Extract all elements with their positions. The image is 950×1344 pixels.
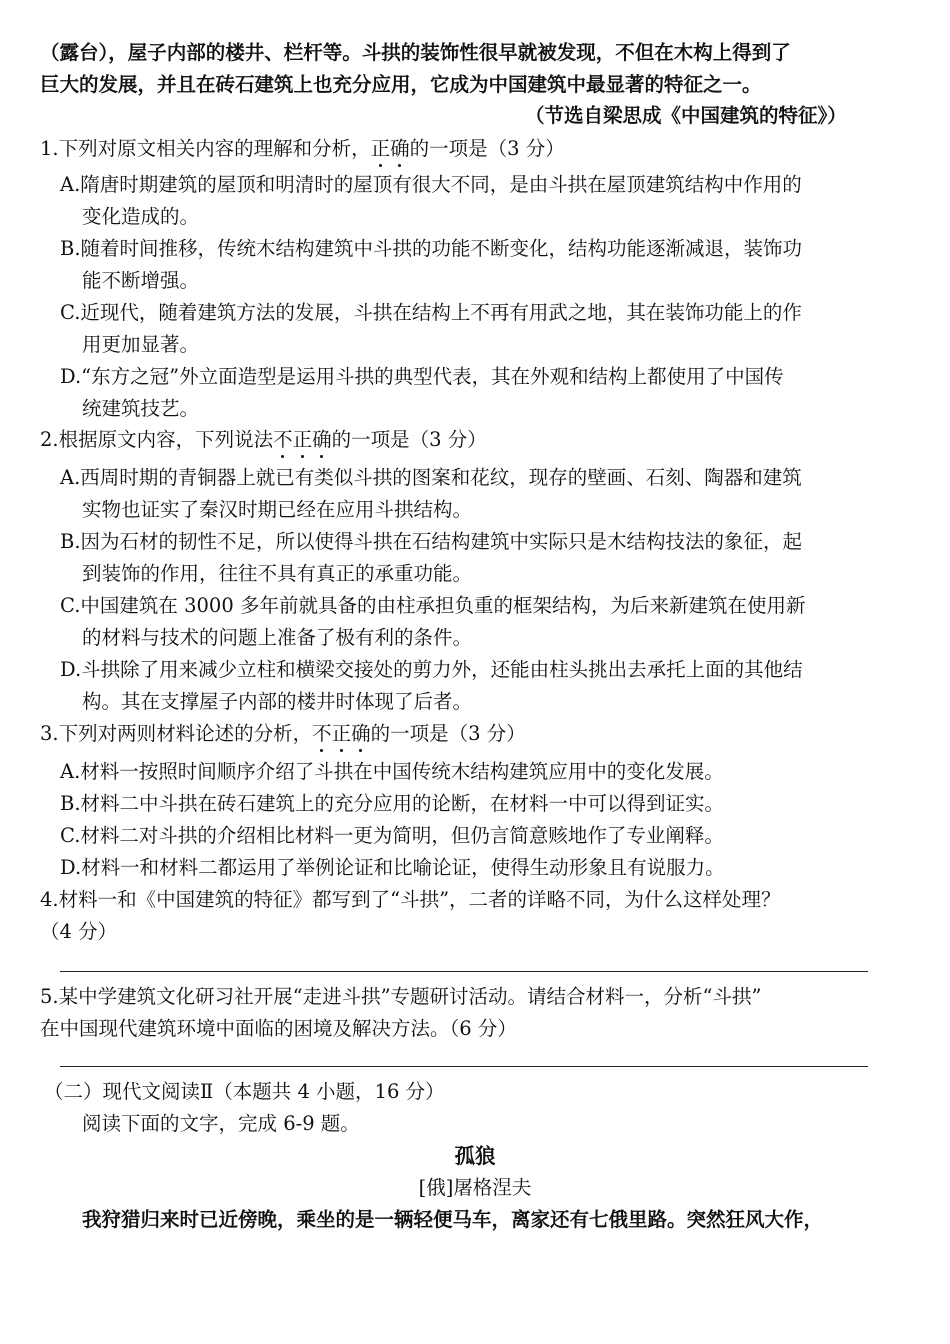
q4-line-2: （4 分） xyxy=(40,920,118,943)
q2-option-b-line1: B.因为石材的韧性不足，所以使得斗拱在石结构建筑中实际只是木结构技法的象征，起 xyxy=(60,530,803,553)
emphasis-char: 确 xyxy=(312,426,332,454)
emphasis-char: 正 xyxy=(332,720,352,748)
emphasis-char: 确 xyxy=(390,135,410,163)
q2-option-a-line2: 实物也证实了秦汉时期已经在应用斗拱结构。 xyxy=(82,498,473,521)
q3-stem-after: 的一项是（3 分） xyxy=(370,722,526,745)
q1-option-b-line1: B.随着时间推移，传统木结构建筑中斗拱的功能不断变化，结构功能逐渐减退，装饰功 xyxy=(60,237,803,260)
intro-source: （节选自梁思成《中国建筑的特征》） xyxy=(525,104,847,127)
q4-line-1: 4.材料一和《中国建筑的特征》都写到了“斗拱”，二者的详略不同，为什么这样处理？ xyxy=(40,888,781,911)
q1-option-a-line1: A.隋唐时期建筑的屋顶和明清时的屋顶有很大不同，是由斗拱在屋顶建筑结构中作用的 xyxy=(60,173,802,196)
q3-option-c: C.材料二对斗拱的介绍相比材料一更为简明，但仍言简意赅地作了专业阐释。 xyxy=(60,824,724,847)
q3-option-a: A.材料一按照时间顺序介绍了斗拱在中国传统木结构建筑应用中的变化发展。 xyxy=(60,760,724,783)
q1-stem-before: 1.下列对原文相关内容的理解和分析， xyxy=(40,137,371,160)
emphasis-char: 不 xyxy=(273,426,293,454)
q3-stem-before: 3.下列对两则材料论述的分析， xyxy=(40,722,313,745)
story-first-line: 我狩猎归来时已近傍晚，乘坐的是一辆轻便马车，离家还有七俄里路。突然狂风大作， xyxy=(82,1208,824,1231)
q2-option-d-line2: 构。其在支撑屋子内部的楼井时体现了后者。 xyxy=(82,690,473,713)
q3-option-d: D.材料一和材料二都运用了举例论证和比喻论证，使得生动形象且有说服力。 xyxy=(60,856,725,879)
q4-answer-line xyxy=(60,971,868,972)
intro-line-2: 巨大的发展，并且在砖石建筑上也充分应用，它成为中国建筑中最显著的特征之一。 xyxy=(40,73,762,96)
q2-stem-before: 2.根据原文内容，下列说法 xyxy=(40,428,274,451)
q1-option-c-line2: 用更加显著。 xyxy=(82,333,200,356)
q2-stem xyxy=(40,426,487,454)
story-title: 孤狼 xyxy=(454,1144,496,1168)
q1-option-d-line2: 统建筑技艺。 xyxy=(82,397,200,420)
q2-option-a-line1: A.西周时期的青铜器上就已有类似斗拱的图案和花纹，现存的壁画、石刻、陶器和建筑 xyxy=(60,466,802,489)
emphasis-char: 正 xyxy=(293,426,313,454)
story-author: [俄]屠格涅夫 xyxy=(418,1176,532,1199)
q1-option-a-line2: 变化造成的。 xyxy=(82,205,200,228)
q2-option-b-line2: 到装饰的作用，往往不具有真正的承重功能。 xyxy=(82,562,473,585)
q2-stem-after: 的一项是（3 分） xyxy=(331,428,487,451)
q2-option-c-line1: C.中国建筑在 3000 多年前就具备的由柱承担负重的框架结构，为后来新建筑在使用新 xyxy=(60,594,806,617)
q5-line-2: 在中国现代建筑环境中面临的困境及解决方法。（6 分） xyxy=(40,1017,517,1040)
q2-option-d-line1: D.斗拱除了用来减少立柱和横梁交接处的剪力外，还能由柱头挑出去承托上面的其他结 xyxy=(60,658,803,681)
q1-option-c-line1: C.近现代，随着建筑方法的发展，斗拱在结构上不再有用武之地，其在装饰功能上的作 xyxy=(60,301,802,324)
intro-line-1: （露台），屋子内部的楼井、栏杆等。斗拱的装饰性很早就被发现，不但在木构上得到了 xyxy=(40,41,791,64)
emphasis-char: 正 xyxy=(371,135,391,163)
q3-option-b: B.材料二中斗拱在砖石建筑上的充分应用的论断，在材料一中可以得到证实。 xyxy=(60,792,725,815)
section-instruction: 阅读下面的文字，完成 6-9 题。 xyxy=(82,1112,360,1135)
emphasis-char: 确 xyxy=(351,720,371,748)
q1-option-b-line2: 能不断增强。 xyxy=(82,269,200,292)
q1-option-d-line1: D.“东方之冠”外立面造型是运用斗拱的典型代表，其在外观和结构上都使用了中国传 xyxy=(60,365,784,388)
q2-option-c-line2: 的材料与技术的问题上准备了极有利的条件。 xyxy=(82,626,473,649)
emphasis-char: 不 xyxy=(312,720,332,748)
q5-line-1: 5.某中学建筑文化研习社开展“走进斗拱”专题研讨活动。请结合材料一，分析“斗拱” xyxy=(40,985,762,1008)
q1-stem-after: 的一项是（3 分） xyxy=(409,137,565,160)
q3-stem xyxy=(40,720,526,748)
q1-stem xyxy=(40,135,565,163)
q5-answer-line xyxy=(60,1066,868,1067)
section-heading: （二）现代文阅读Ⅱ（本题共 4 小题，16 分） xyxy=(44,1080,445,1103)
